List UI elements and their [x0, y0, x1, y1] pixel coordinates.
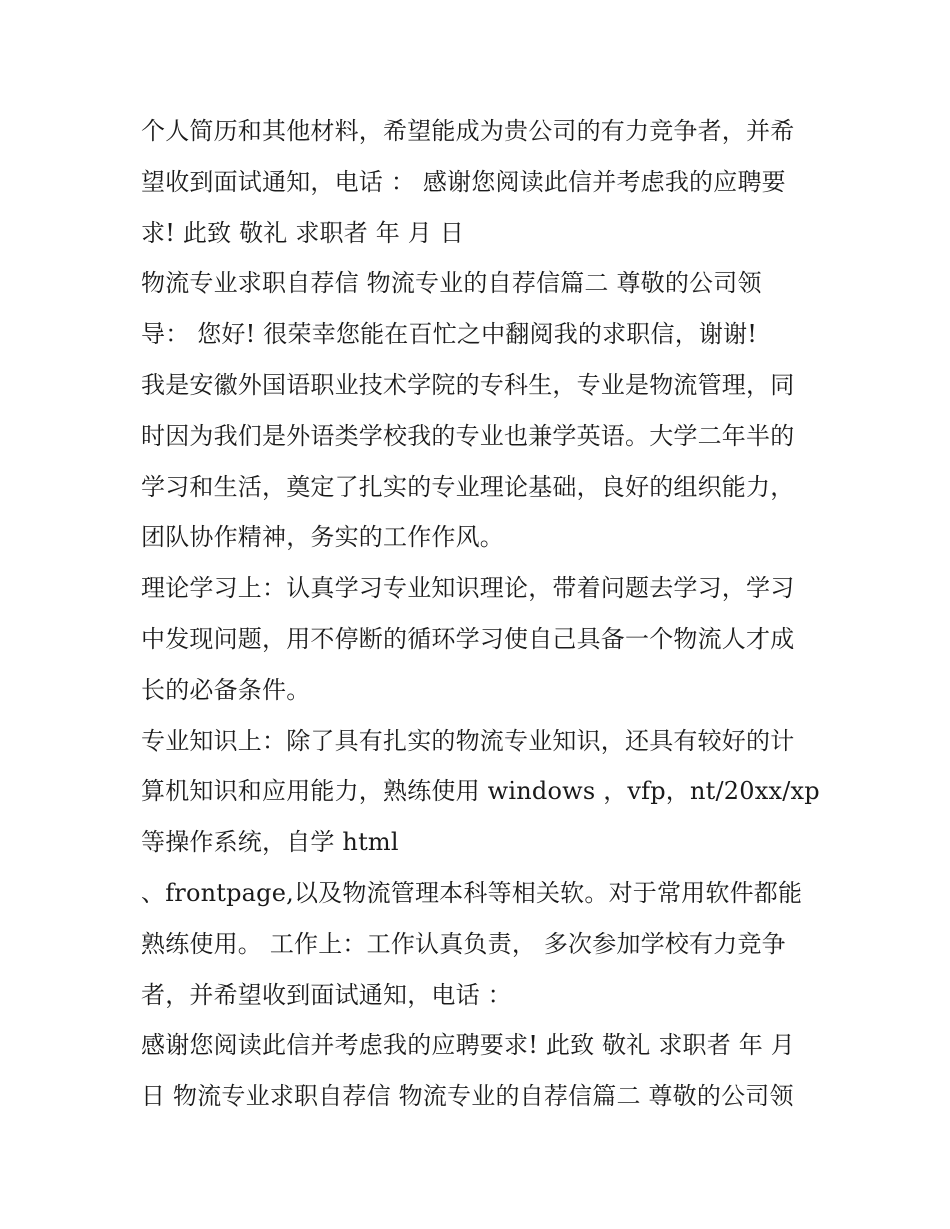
text-line: 长的必备条件。: [141, 675, 311, 704]
text-line: 个人简历和其他材料，希望能成为贵公司的有力竞争者，并希: [141, 117, 795, 145]
text-line: 者，并希望收到面试通知，电话 ：: [141, 980, 512, 1009]
text-line: 我是安徽外国语职业技术学院的专科生，专业是物流管理，同: [141, 370, 795, 399]
letter-body: [141, 106, 821, 1122]
text-line: 感谢您阅读此信并考虑我的应聘要求! 此致 敬礼 求职者 年 月: [141, 1031, 795, 1060]
text-line: 算机知识和应用能力，熟练使用 windows ，vfp，nt/20xx/xp: [141, 777, 820, 806]
text-line: 时因为我们是外语类学校我的专业也兼学英语。大学二年半的: [141, 421, 795, 450]
text-line: 学习和生活，奠定了扎实的专业理论基础，良好的组织能力，: [141, 472, 795, 501]
text-line: 理论学习上：认真学习专业知识理论，带着问题去学习，学习: [141, 574, 795, 603]
text-line: 导： 您好! 很荣幸您能在百忙之中翻阅我的求职信，谢谢!: [141, 320, 758, 349]
text-line: 望收到面试通知，电话 ： 感谢您阅读此信并考虑我的应聘要: [141, 167, 786, 196]
text-line: 、frontpage,以及物流管理本科等相关软。对于常用软件都能: [141, 878, 803, 907]
text-line: 团队协作精神，务实的工作作风。: [141, 523, 504, 552]
text-line: 物流专业求职自荐信 物流专业的自荐信篇二 尊敬的公司领: [141, 269, 762, 298]
text-line: 等操作系统，自学 html: [141, 828, 399, 857]
text-line: 中发现问题，用不停断的循环学习使自己具备一个物流人才成: [141, 624, 795, 653]
text-line: 求! 此致 敬礼 求职者 年 月 日: [141, 218, 465, 247]
text-line: 专业知识上：除了具有扎实的物流专业知识，还具有较好的计: [141, 726, 795, 755]
text-line: 日 物流专业求职自荐信 物流专业的自荐信篇二 尊敬的公司领: [141, 1082, 794, 1111]
text-line: 熟练使用。 工作上：工作认真负责， 多次参加学校有力竞争: [141, 929, 786, 958]
